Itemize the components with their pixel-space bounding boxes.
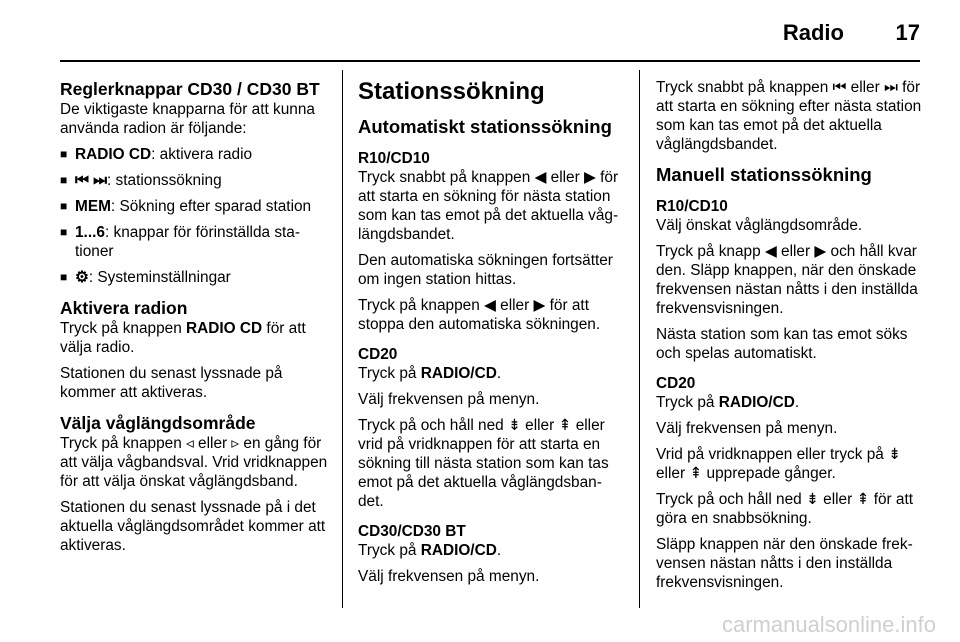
heading-manual-search: Manuell stationssökning	[656, 164, 872, 185]
heading-cd30: CD30/CD30 BT	[358, 523, 466, 540]
heading-band: Välja våglängdsområde	[60, 413, 256, 433]
r10-text-3: Nästa station som kan tas emot söks och spelas automatiskt.	[656, 326, 908, 362]
cd30-text-1: Tryck på RADIO/CD.	[358, 542, 502, 559]
column-divider-1	[342, 70, 343, 608]
activate-text: Tryck på knappen RADIO CD för att välja radio.	[60, 320, 306, 356]
cd20-text-1: Tryck på RADIO/CD.	[358, 365, 502, 382]
cd20-text-3: Tryck på och håll ned ⇟ eller ⇞ eller vrid på vridknappen för att starta en sökning till nästa station som kan tas emot på det aktuella våglängdsbandet.	[358, 417, 609, 510]
cd20-text-3: Vrid på vridknappen eller tryck på ⇟ eller ⇞ upprepade gånger.	[656, 446, 902, 482]
controls-list	[60, 145, 330, 287]
r10-text-2: Den automatiska sökningen fortsätter om ingen station hittas.	[358, 252, 613, 288]
heading-auto-search: Automatiskt stationssökning	[358, 116, 612, 137]
column-3	[656, 78, 924, 599]
page-number: 17	[895, 20, 920, 45]
column-divider-2	[639, 70, 640, 608]
settings-icon: ⚙	[75, 269, 89, 286]
cd20-text-2: Välj frekvensen på menyn.	[656, 420, 838, 437]
page-title: Radio	[782, 20, 844, 45]
list-item: ■ ⏮ ⏭: stationssökning	[60, 171, 330, 190]
heading-r10: R10/CD10	[656, 198, 728, 215]
seek-icon: ⏮ ⏭	[75, 172, 107, 189]
cd20-text-4: Tryck på och håll ned ⇟ eller ⇞ för att göra en snabbsökning.	[656, 491, 914, 527]
heading-controls: Reglerknappar CD30 / CD30 BT	[60, 79, 320, 99]
r10-text-3: Tryck på knappen ◀ eller ▶ för att stoppa den automatiska sökningen.	[358, 297, 601, 333]
r10-text-1: Välj önskat våglängdsområde.	[656, 217, 863, 234]
heading-station-search: Stationssökning	[358, 78, 545, 105]
heading-cd20: CD20	[358, 346, 398, 363]
list-item: ■ RADIO CD: aktivera radio	[60, 145, 330, 164]
controls-intro: De viktigaste knapparna för att kunna använda radion är följande:	[60, 101, 315, 137]
band-text-1: Tryck på knappen ◃ eller ▹ en gång för att välja vågbandsval. Vrid vridknappen för att välja önskat våglängdsband.	[60, 435, 328, 490]
cd20-text-2: Välj frekvensen på menyn.	[358, 391, 540, 408]
column-1	[60, 78, 330, 562]
heading-r10: R10/CD10	[358, 150, 430, 167]
watermark: carmanualsonline.info	[721, 612, 936, 637]
column-2	[358, 78, 622, 593]
r10-text-2: Tryck på knapp ◀ eller ▶ och håll kvar den. Släpp knappen, när den önskade frekvensen nästan nåtts i den inställda frekvensvisningen.	[656, 243, 918, 317]
heading-activate: Aktivera radion	[60, 298, 188, 318]
band-text-2: Stationen du senast lyssnade på i det aktuella våglängdsområdet kommer att aktiveras.	[60, 499, 326, 554]
activate-text-2: Stationen du senast lyssnade på kommer att aktiveras.	[60, 365, 283, 401]
list-item: ■ 1...6: knappar för förinställda stationer	[60, 223, 330, 261]
cd30-text-2: Välj frekvensen på menyn.	[358, 568, 540, 585]
heading-cd20: CD20	[656, 375, 696, 392]
cd20-text-5: Släpp knappen när den önskade frekvensen nästan nåtts i den inställda frekvensvisningen.	[656, 536, 913, 591]
page-header	[0, 0, 960, 62]
seek-text: Tryck snabbt på knappen ⏮ eller ⏭ för att starta en sökning efter nästa station som kan tas emot på det aktuella våglängdsbandet.	[656, 79, 922, 153]
list-item: ■ ⚙: Systeminställningar	[60, 268, 330, 287]
header-divider	[60, 60, 920, 62]
list-item: ■ MEM: Sökning efter sparad station	[60, 197, 330, 216]
r10-text-1: Tryck snabbt på knappen ◀ eller ▶ för att starta en sökning för nästa station som kan tas emot på det aktuella våglängdsbandet.	[358, 169, 619, 243]
cd20-text-1: Tryck på RADIO/CD.	[656, 394, 800, 411]
